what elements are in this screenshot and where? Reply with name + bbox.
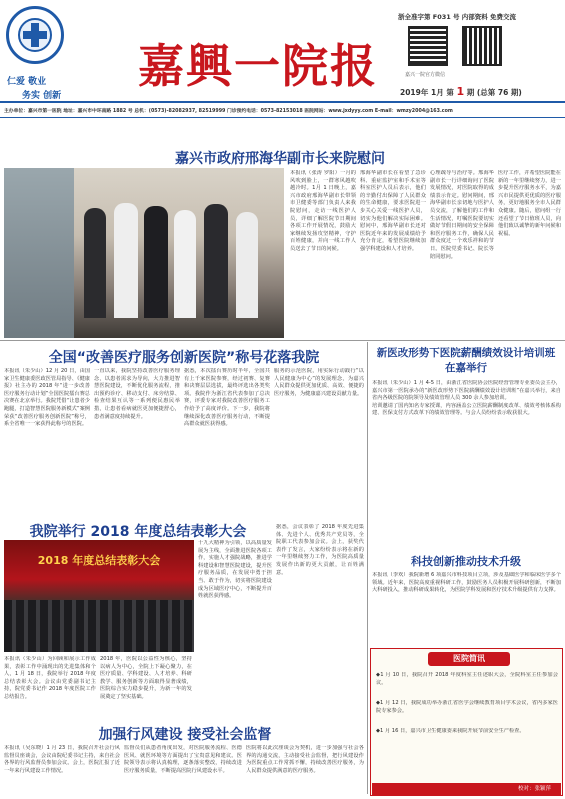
article3-col-a: 2018 年，医院以公益性为核心，坚持以病人为中心，全院上下凝心聚力，在医疗质量、学科建设、人才培养、科研教学、服务创新等方面取得显著成绩，医院综合实力稳步提升，为新一年的发展奠定了坚实基础。: [100, 656, 192, 700]
side-article2-body: 本报讯（李欢）我院新增 6 项嘉兴市科技项目立项，涉及基础医学和临床医学多个领域。近年来，医院高度重视科研工作，鼓励医务人员积极开展科研创新，不断加大科研投入，推动科研成果转化，为医院学科发展和医疗技术升级提供有力支撑。: [372, 572, 561, 594]
brief-item-2: ◆1 月 12 日，我院成功举办浙江省医学会继续教育项目学术会议，省内多家医院专家参会。: [376, 700, 558, 714]
masthead-title: 嘉興一院报: [138, 39, 378, 93]
issue-total: 期 (总第 76 期): [466, 88, 522, 97]
column-rule: [367, 342, 368, 794]
side-article2-title: 科技创新推动技术升级: [411, 555, 521, 568]
brief-item-3: ◆1 月 16 日，嘉兴市卫生健康委来我院开展节前安全生产检查。: [376, 728, 525, 734]
article4-col3: 医院将以此次座谈会为契机，进一步加强与社会各界的沟通交流，主动接受社会监督，把行风建设作为医院重点工作常抓不懈，持续改善医疗服务，为人民群众提供满意的医疗服务。: [246, 745, 364, 774]
article4-col2: 监督员们从患者角度出发，对医院服务流程、医德医风、就医环境等方面提出了宝贵意见和建议。医院领导表示将认真梳理，逐条落实整改，持续改进医疗服务质量，不断提高医院行风建设水平。: [124, 745, 242, 774]
article3-col-left: 十九大精神为引领，以高质量发展为主线，全面推进医院各项工作，实施人才强院战略，推进学科建设和智慧医院建设，提升医疗服务品质，在发展中勇于担当、敢于作为，切实将医院建设成为区域医疗中心，不断提升百姓就医获得感。: [198, 540, 272, 600]
article2-title: 全国“改善医疗服务创新医院”称号花落我院: [48, 350, 320, 366]
article3-lead: 本报讯（朱少山）为回顾和展示工作成果，表彰工作中涌现出的先进集体和个人，1 月 18 日，我院举行 2018 年度总结表彰大会。会议由党委副书记主持，院党委书记作 2018 年度医院工作总结报告。: [4, 656, 96, 700]
article2-col4: 服务的示范医院，用实际行动践行“以人民健康为中心”的发展理念，为嘉兴人民群众提供更加优质、高效、便捷的医疗服务，为健康嘉兴建设贡献力量。: [274, 368, 364, 397]
article2-col2: 一直以来，我院坚持改善医疗服务理念，以患者需求为导向，大力推进智慧医院建设，不断优化服务流程，推出预约诊疗、移动支付、床旁结算、检查结果互认等一系列便民惠民举措，让患者看病就医更加便捷舒心，患者满意度持续提升。: [94, 368, 180, 420]
article4-title: 加强行风建设 接受社会监督: [98, 727, 272, 743]
qr-code-2: [462, 26, 502, 66]
slogan-1: 仁爱 敬业: [7, 77, 47, 87]
hospital-logo: [6, 6, 64, 64]
issue-number: 1: [456, 85, 465, 98]
article1-col1: 本报讯（张涛 罗阳）一月的风吹到脸上，一群寒风越吹越冷时。1月 1 日晚上，嘉兴市政府邢海华副市长带领市卫健委等部门负责人来我院慰问，走访一线医护人员，详细了解医院节日期间各项工作开展情况，鼓励大家继续发扬攻坚精神，守护百姓健康，并向一线工作人员送去了节日的问候。: [290, 170, 356, 252]
article3-photo: [4, 540, 194, 652]
side-article1-body: 本报讯（朱少山）1 月 4-5 日，由浙江省医院协会医院经营管理专业委员会主办，嘉兴市第一医院承办的“新医改形势下医院薪酬绩效设计培训班”在嘉兴举行，来自省内各级医院的院领导及绩效管理人员 300 余人参加培训。 培训邀请了国内知名专家授课，内容涵盖公立医院薪酬制度改革、绩效考核体系构建、医保支付方式改革下的绩效管理等。与会人员纷纷表示收获很大。: [372, 380, 561, 417]
article3-title: 我院举行 2018 年度总结表彰大会: [29, 524, 247, 540]
qr-caption: 嘉兴一院官方微信: [405, 72, 446, 78]
article1-col3: 心理疏导与治疗等。邢海华副市长一行详细询问了医院发展情况，对医院取得的成绩表示肯定。慰问期间，邢海华副市长亲切地与医护人员交流，了解他们的工作和生活情况，叮嘱医院要切实做好节假日期间的安全保障和医疗服务工作，确保人民群众度过一个欢乐祥和的节日。医院党委书记、院长等陪同慰问。: [430, 170, 494, 260]
article2-col3: 据悉，本次擂台赛历时半年，全国共有上千家医院参赛，经过初赛、复赛和决赛层层选拔，最终评选出各类奖项。我院作为浙江省代表参加了总决赛，评委专家对我院改善医疗服务工作给予了高度评价。下一步，我院将继续深化改善医疗服务行动，不断提高群众就医获得感。: [184, 368, 270, 428]
article3-col-right: 据悉，会议表彰了 2018 年度先进集体、先进个人、优秀共产党员等，全院职工代表参加会议。会上，获奖代表作了发言，大家纷纷表示将在新的一年里继续努力工作，为医院高质量发展作出新的更大贡献，让百姓满意。: [276, 524, 364, 576]
issue-date-text: 2019年 1月 第: [400, 88, 454, 97]
article1-title: 嘉兴市政府邢海华副市长来院慰问: [175, 151, 385, 167]
article1-photo: [4, 168, 284, 338]
brief-item-1: ◆1 月 10 日，我院召开 2018 年度科室主任述职大会，全院科室主任参加会议。: [376, 672, 558, 686]
issue-date: [400, 85, 522, 98]
article4-col1: 本报讯（吴东晓）1 月 23 日，我院召开社会行风监督员座谈会，会议由院纪委书记主持，来自社会各界的行风监督员参加会议。会上，医院汇报了近一年来行风建设工作情况。: [4, 745, 120, 774]
slogan-2: 务实 创新: [22, 91, 62, 101]
article1-col2: 邢海华副市长在看望了急诊科、重症监护室和手术室等科室医护人员后表示，他们的辛勤付出保障了人民群众的生命健康，要求医院进一步关心关爱一线医护人员，切实为他们解决实际困难。慰问中，邢海华副市长还对医院近年来的发展成绩给予充分肯定，希望医院继续加强学科建设和人才培养。: [360, 170, 426, 252]
side-article1-title: 新医改形势下医院薪酬绩效设计培训班在嘉举行: [376, 347, 556, 374]
brief-heading: 医院简讯: [428, 652, 510, 666]
qr-code: [408, 26, 448, 66]
top-rule: [0, 101, 565, 103]
publish-info: 浙全准字第 F031 号 内部资料 免费交流: [398, 13, 517, 21]
article2-col1: 本报讯（朱少山）12 月 20 日，由国家卫生健康委医政医管局指导、《健康报》社主办的 2018 年“进一步改善医疗服务行动计划”全国医院擂台赛总决赛在北京举行。我院凭借“让患者少跑腿，打造智慧医院服务新模式”案例荣获“改善医疗服务创新医院”称号，系全省唯一一家获得此称号的医院。: [4, 368, 90, 428]
article1-col4: 医疗工作，并希望医院能在新的一年里继续努力，进一步提升医疗服务水平，为嘉兴市民提供更优质的医疗服务，更好地服务全市人民群众健康。随后，慰问组一行还看望了节日值班人员，向他们致以诚挚的新年问候和祝福。: [498, 170, 561, 237]
section-rule: [0, 340, 565, 341]
info-rule: [0, 117, 565, 118]
brief-editor: 校对：张颖萍: [372, 783, 561, 795]
article3-photo-banner: 2018 年度总结表彰大会: [37, 554, 161, 567]
info-bar: 主办单位：嘉兴市第一医院 地址：嘉兴市中环南路 1882 号 总机：(0573)-82082937, 82519999 门诊预约电话：0573-82153018 医院网站：www.jxdyyy.com E-mail：wmzy2004@163.com: [4, 109, 453, 114]
